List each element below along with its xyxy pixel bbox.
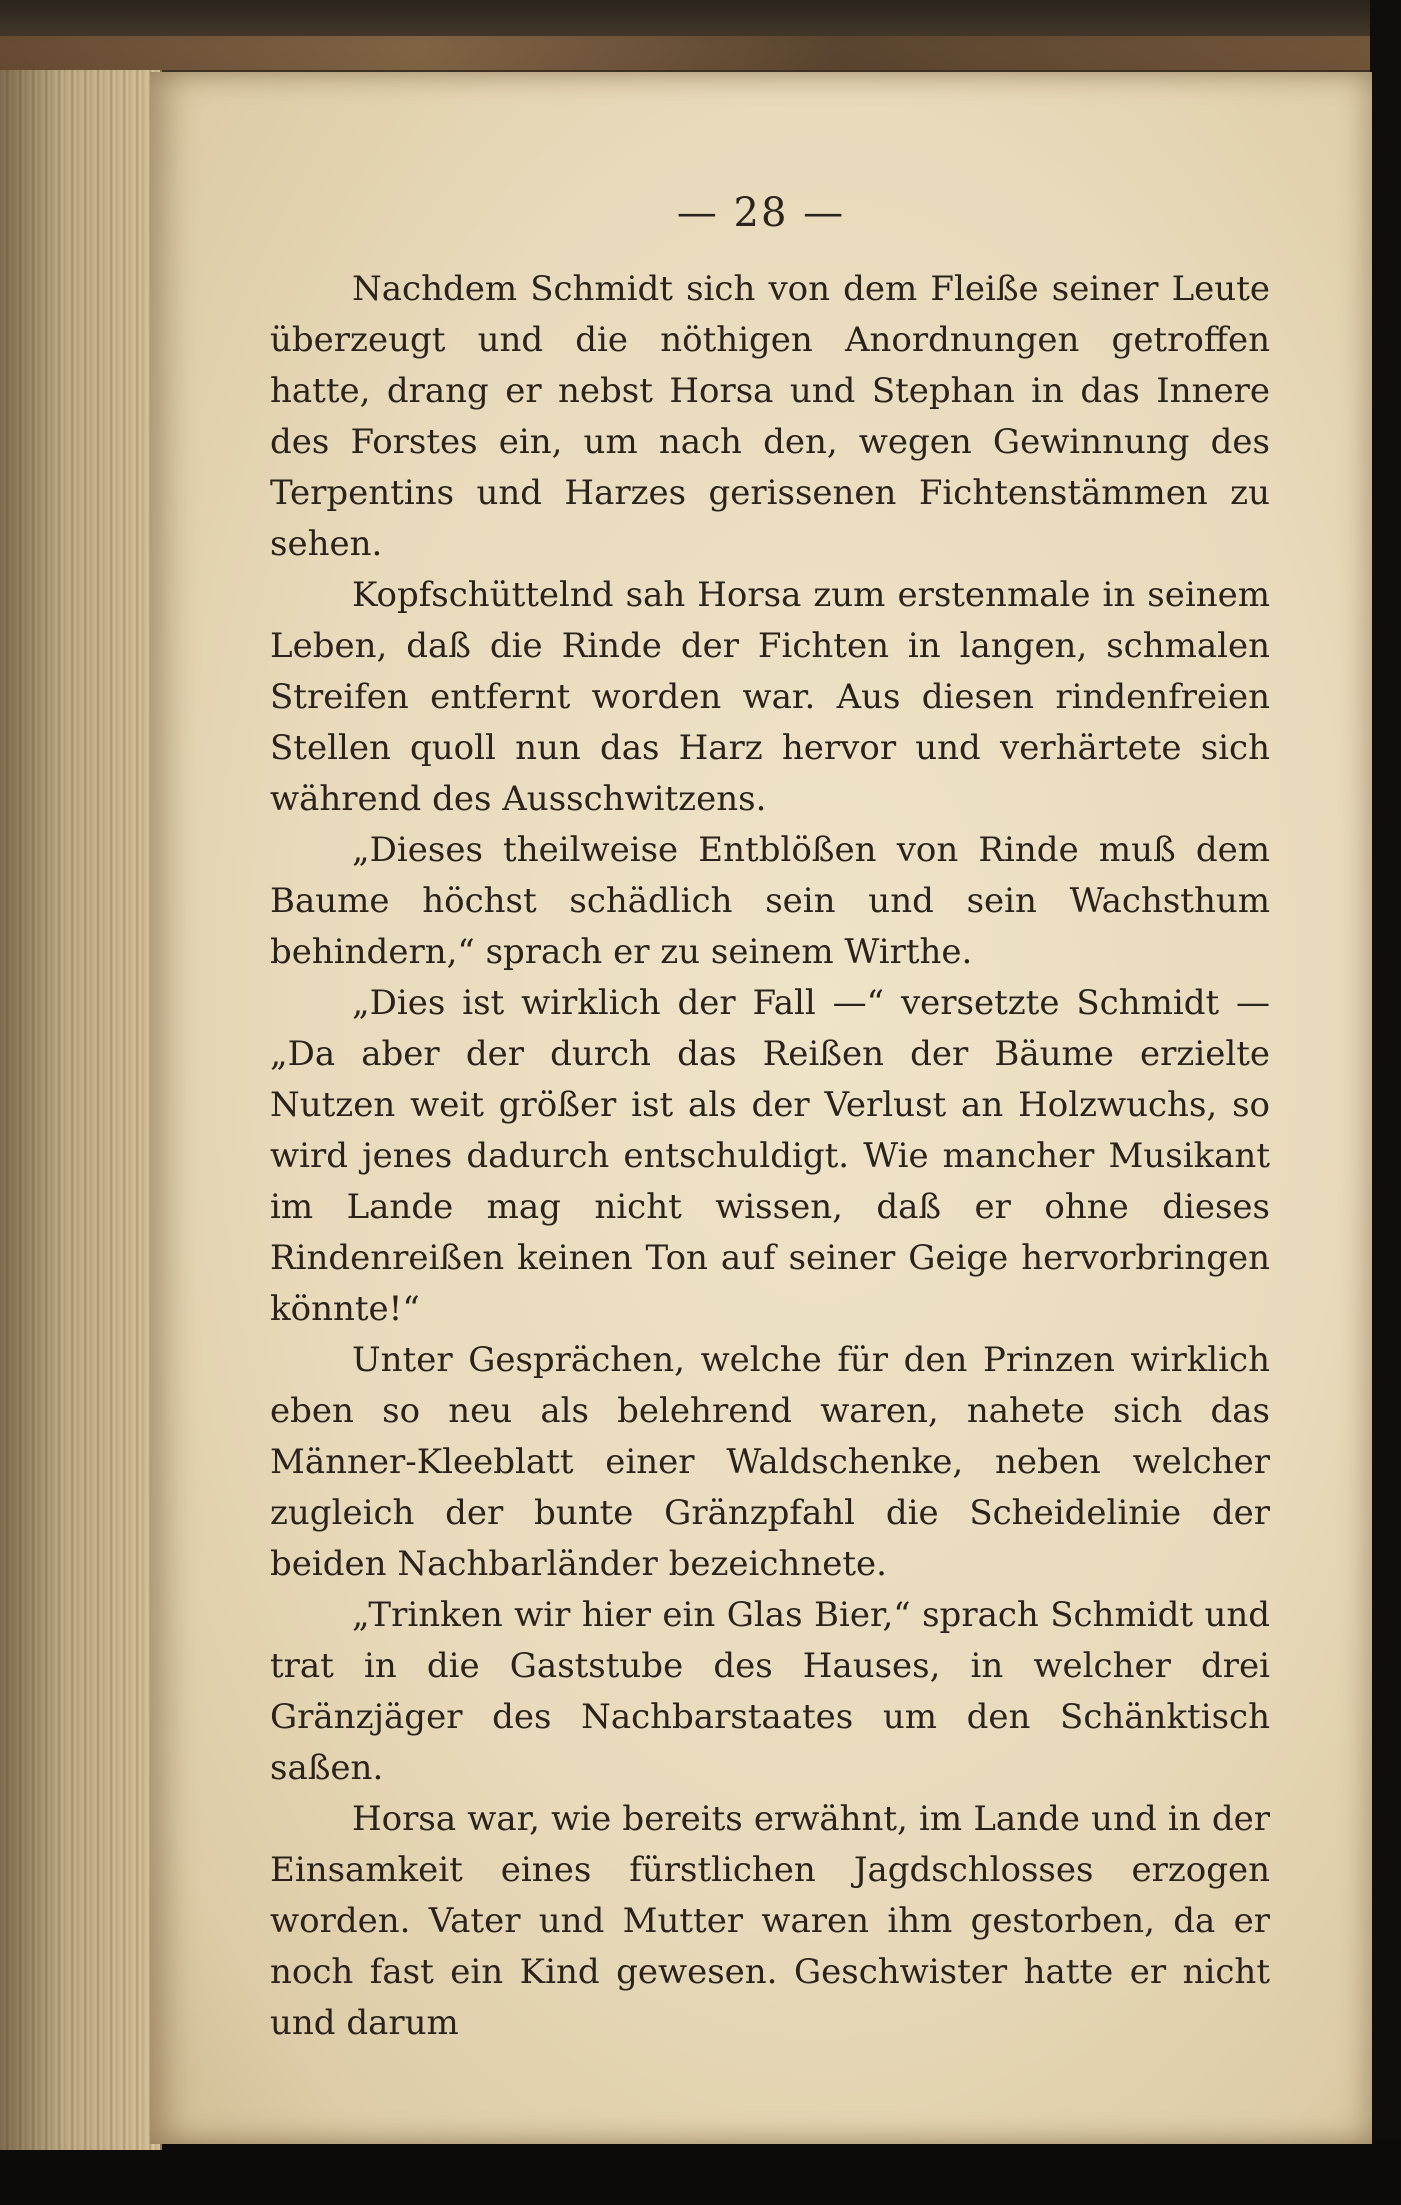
binding-strip (0, 36, 1401, 70)
paragraph: „Dies ist wirklich der Fall —“ versetzte Schmidt — „Da aber der durch das Reißen der Bäume erzielte Nutzen weit größer ist als der Verlust an Holzwuchs, so wird jenes dadurch entschuldigt. Wie mancher Musikant im Lande mag nicht wissen, daß er ohne dieses Rindenreißen keinen Ton auf seiner Geige hervorbringen könnte!“ (270, 983, 1270, 1329)
paragraph: „Trinken wir hier ein Glas Bier,“ sprach Schmidt und trat in die Gaststube des Hauses, in welcher drei Gränzjäger des Nachbarstaates um den Schänktisch saßen. (270, 1595, 1270, 1788)
paragraph: Nachdem Schmidt sich von dem Fleiße seiner Leute überzeugt und die nöthigen Anordnungen getroffen hatte, drang er nebst Horsa und Stephan in das Innere des Forstes ein, um nach den, wegen Gewinnung des Terpentins und Harzes gerissenen Fichtenstämmen zu sehen. (270, 269, 1270, 564)
paragraph: Unter Gesprächen, welche für den Prinzen wirklich eben so neu als belehrend waren, nahete sich das Männer-Kleeblatt einer Waldschenke, neben welcher zugleich der bunte Gränzpfahl die Scheidelinie der beiden Nachbarländer bezeichnete. (270, 1340, 1270, 1584)
page-number: — 28 — (676, 190, 846, 236)
paragraph: Kopfschüttelnd sah Horsa zum erstenmale in seinem Leben, daß die Rinde der Fichten in langen, schmalen Streifen entfernt worden war. Aus diesen rindenfreien Stellen quoll nun das Harz hervor und verhärtete sich während des Ausschwitzens. (270, 575, 1270, 819)
stacked-page-edges (0, 70, 162, 2150)
paragraph: Horsa war, wie bereits erwähnt, im Lande und in der Einsamkeit eines fürstlichen Jagdschlosses erzogen worden. Vater und Mutter waren ihm gestorben, da er noch fast ein Kind gewesen. Geschwister hatte er nicht und darum (270, 1799, 1270, 2043)
book-page (150, 72, 1372, 2144)
body-text (270, 264, 1270, 2049)
scan-edge-bottom (0, 2140, 1401, 2205)
paragraph: „Dieses theilweise Entblößen von Rinde muß dem Baume höchst schädlich sein und sein Wachsthum behindern,“ sprach er zu seinem Wirthe. (270, 830, 1270, 972)
scan-edge-right (1370, 0, 1401, 2205)
